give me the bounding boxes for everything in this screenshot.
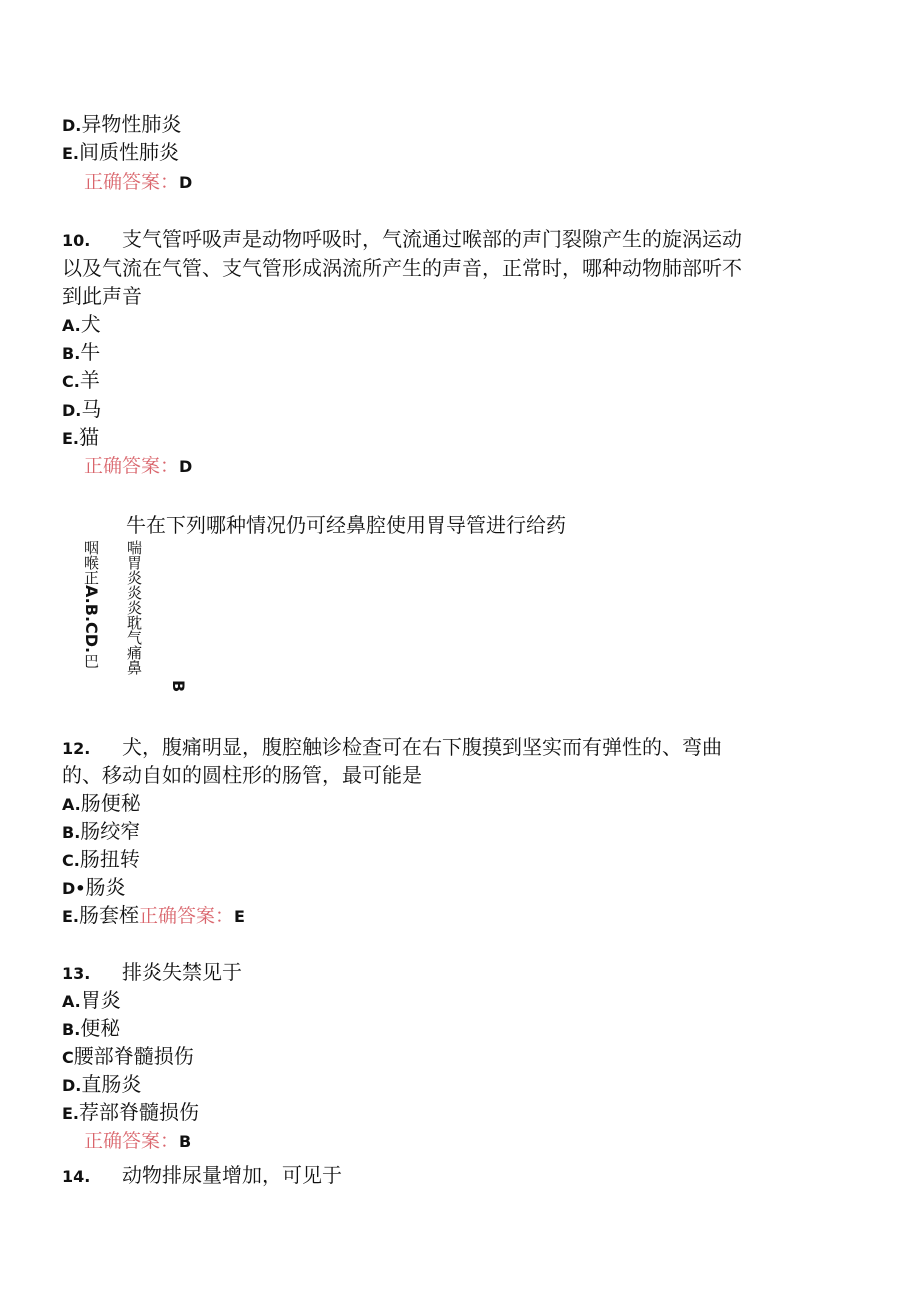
- option-label: C.: [62, 851, 80, 870]
- q12-option-c[interactable]: [62, 845, 140, 875]
- option-text: 羊: [79, 368, 100, 392]
- option-text: 间质性肺炎: [79, 140, 180, 164]
- q9-option-d[interactable]: [62, 110, 181, 140]
- option-text: 肠绞窄: [80, 819, 141, 843]
- answer-prefix: 正确答案：: [139, 905, 235, 927]
- q13-answer: [84, 1127, 191, 1156]
- option-text: 腰部脊髓损伤: [73, 1044, 194, 1068]
- column-bottom-text: 巴: [82, 653, 100, 669]
- q9-option-e[interactable]: [62, 138, 179, 168]
- option-label: B.: [62, 823, 81, 842]
- q10-option-d[interactable]: [62, 395, 101, 425]
- stem-text: 支气管呼吸声是动物呼吸时，气流通过喉部的声门裂隙产生的旋涡运动: [122, 227, 742, 251]
- q10-stem-line3: 到此声音: [62, 284, 142, 308]
- q11-stem: 牛在下列哪种情况仍可经鼻腔使用胃导管进行给药: [126, 513, 566, 537]
- column-labels: A.B.CD.: [82, 585, 101, 654]
- q14-stem: [62, 1161, 342, 1191]
- answer-prefix: 正确答案：: [84, 1130, 180, 1152]
- answer-value: D: [179, 173, 193, 192]
- option-label: E.: [62, 907, 80, 926]
- option-label: E.: [62, 429, 80, 448]
- q12-option-a[interactable]: [62, 789, 141, 819]
- q10-answer: [84, 452, 192, 481]
- q10-stem-line2: 以及气流在气管、支气管形成涡流所产生的声音，正常时，哪种动物肺部听不: [62, 256, 742, 280]
- question-number: 10.: [62, 231, 91, 250]
- answer-value: D: [179, 457, 193, 476]
- answer-prefix: 正确答案：: [84, 455, 180, 477]
- stem-text: 排炎失禁见于: [122, 960, 242, 984]
- stem-text: 犬，腹痛明显，腹腔触诊检查可在右下腹摸到坚实而有弹性的、弯曲: [122, 735, 722, 759]
- column-top-text: 咽喉正: [82, 540, 100, 585]
- q10-option-a[interactable]: [62, 310, 101, 340]
- option-label: D.: [62, 1076, 82, 1095]
- q13-stem: [62, 958, 242, 988]
- q11-options-column-1: [83, 540, 99, 668]
- q12-stem-line2: 的、移动自如的圆柱形的肠管，最可能是: [62, 763, 422, 787]
- q12-option-d[interactable]: [62, 873, 126, 903]
- option-text: 肠扭转: [79, 847, 140, 871]
- answer-prefix: 正确答案：: [84, 171, 180, 193]
- question-number: 14.: [62, 1167, 91, 1186]
- option-text: 牛: [80, 340, 101, 364]
- option-text: 荐部脊髓损伤: [79, 1100, 200, 1124]
- option-label: A.: [62, 795, 81, 814]
- option-label: A.: [62, 316, 81, 335]
- q13-option-d[interactable]: [62, 1070, 141, 1100]
- q9-answer: [84, 168, 192, 197]
- option-text: 异物性肺炎: [81, 112, 182, 136]
- option-text: 马: [81, 397, 102, 421]
- option-text: 胃炎: [80, 988, 121, 1012]
- q10-stem-line1: [62, 225, 742, 255]
- answer-value: B: [179, 1132, 192, 1151]
- option-label: D.: [62, 401, 82, 420]
- question-number: 12.: [62, 739, 91, 758]
- option-label: D.: [62, 116, 82, 135]
- option-text: 肠套桎: [79, 903, 140, 927]
- option-label: C.: [62, 372, 80, 391]
- question-number: 13.: [62, 964, 91, 983]
- option-text: 犬: [80, 312, 101, 336]
- q12-option-b[interactable]: [62, 817, 140, 847]
- q10-option-c[interactable]: [62, 366, 100, 396]
- stem-text: 动物排尿量增加，可见于: [122, 1163, 342, 1187]
- q13-option-c[interactable]: [62, 1042, 194, 1072]
- option-label: D•: [62, 879, 86, 898]
- q13-option-b[interactable]: [62, 1014, 120, 1044]
- option-text: 肠炎: [85, 875, 126, 899]
- option-label: C: [62, 1048, 74, 1067]
- q13-option-e[interactable]: [62, 1098, 199, 1128]
- q11-answer-value: B: [169, 680, 188, 693]
- q13-option-a[interactable]: [62, 986, 121, 1016]
- option-text: 便秘: [80, 1016, 121, 1040]
- option-label: B.: [62, 1020, 81, 1039]
- option-label: B.: [62, 344, 81, 363]
- q10-option-e[interactable]: [62, 423, 99, 453]
- option-label: A.: [62, 992, 81, 1011]
- option-label: E.: [62, 144, 80, 163]
- q11-options-column-2: 喘胃炎炎炎耽气痛鼻: [125, 540, 143, 675]
- q12-option-e-with-answer[interactable]: [62, 901, 245, 931]
- answer-value: E: [234, 907, 245, 926]
- option-text: 直肠炎: [81, 1072, 142, 1096]
- option-text: 猫: [79, 425, 100, 449]
- q12-stem-line1: [62, 733, 722, 763]
- option-text: 肠便秘: [80, 791, 141, 815]
- option-label: E.: [62, 1104, 80, 1123]
- q10-option-b[interactable]: [62, 338, 100, 368]
